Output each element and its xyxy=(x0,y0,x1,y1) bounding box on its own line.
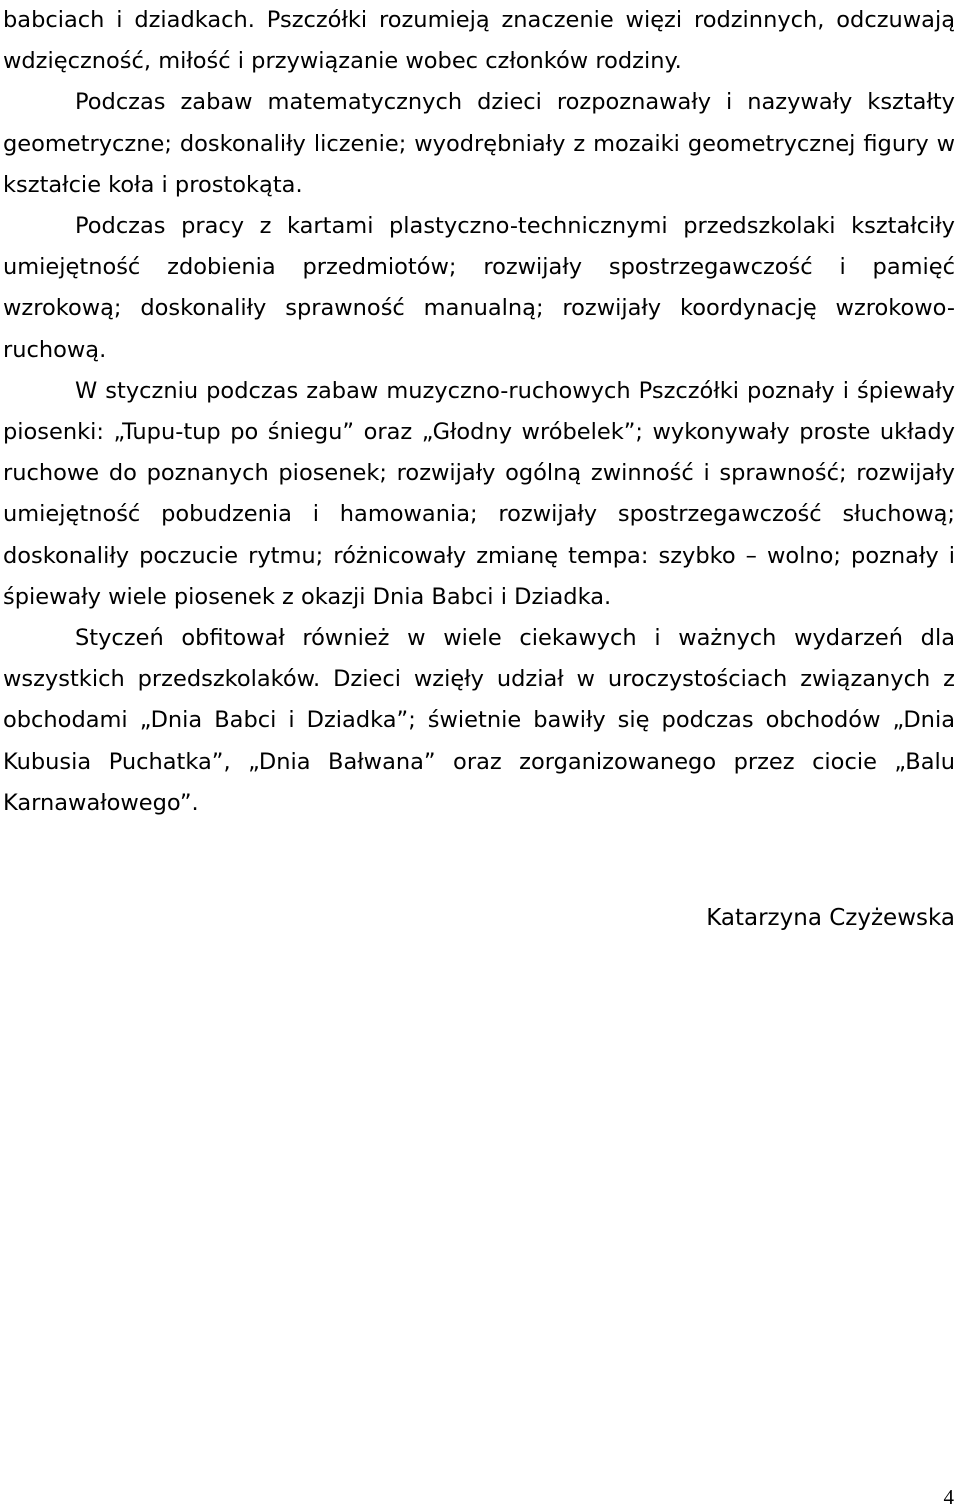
paragraph-family-bonds: babciach i dziadkach. Pszczółki rozumieją znaczenie więzi rodzinnych, odczuwają wdzięczność, miłość i przywiązanie wobec członków rodziny. xyxy=(3,7,955,75)
paragraph-music-games: W styczniu podczas zabaw muzyczno-ruchowych Pszczółki poznały i śpiewały piosenki: „Tupu-tup po śniegu” oraz „Głodny wróbelek”; wykonywały proste układy ruchowe do poznanych piosenek; rozwijały ogólną zwinność i sprawność; rozwijały umiejętność pobudzenia i hamowania; rozwijały spostrzegawczość słuchową; doskonaliły poczucie rytmu; różnicowały zmianę tempa: szybko – wolno; poznały i śpiewały wiele piosenek z okazji Dnia Babci i Dziadka. xyxy=(3,377,955,610)
paragraph-art-cards: Podczas pracy z kartami plastyczno-technicznymi przedszkolaki kształciły umiejętność zdobienia przedmiotów; rozwijały spostrzegawczość i pamięć wzrokową; doskonaliły sprawność manualną; rozwijały koordynację wzrokowo-ruchową. xyxy=(3,213,955,363)
page-number: 4 xyxy=(943,1485,954,1509)
document-body xyxy=(3,0,955,824)
author-signature: Katarzyna Czyżewska xyxy=(706,905,955,931)
paragraph-january-events: Styczeń obfitował również w wiele ciekawych i ważnych wydarzeń dla wszystkich przedszkolaków. Dzieci wzięły udział w uroczystościach związanych z obchodami „Dnia Babci i Dziadka”; świetnie bawiły się podczas obchodów „Dnia Kubusia Puchatka”, „Dnia Bałwana” oraz zorganizowanego przez ciocie „Balu Karnawałowego”. xyxy=(3,625,955,816)
paragraph-math-games: Podczas zabaw matematycznych dzieci rozpoznawały i nazywały kształty geometryczne; doskonaliły liczenie; wyodrębniały z mozaiki geometrycznej figury w kształcie koła i prostokąta. xyxy=(3,89,955,198)
